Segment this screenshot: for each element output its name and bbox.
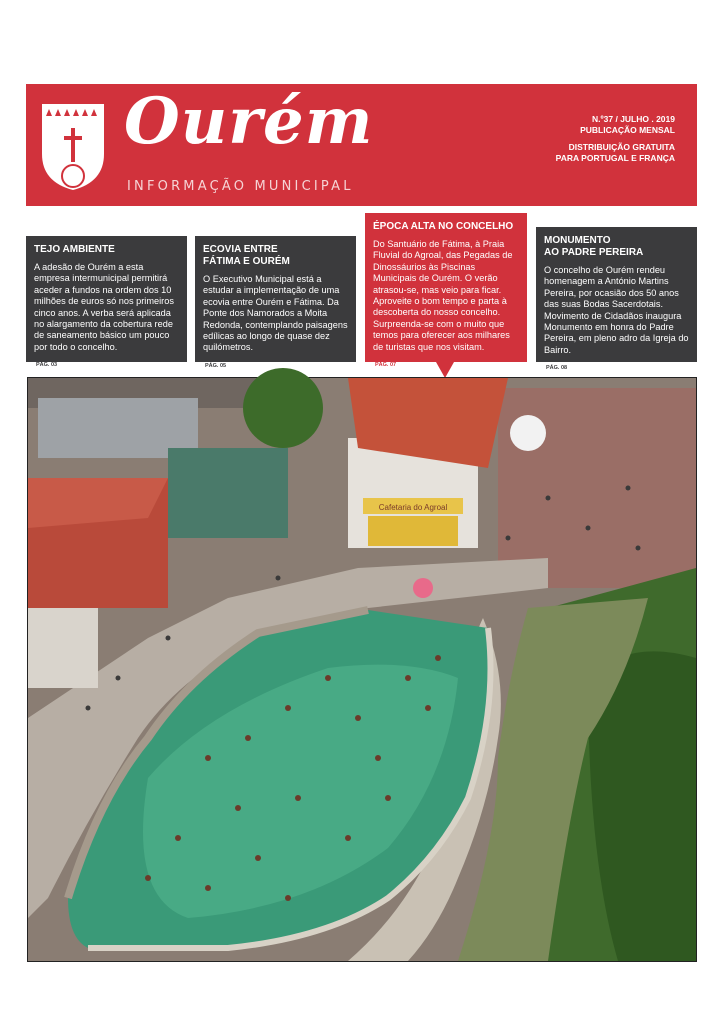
cafe-sign: Cafetaria do Agroal <box>378 503 448 512</box>
page-reference: PÁG. 08 <box>546 365 568 372</box>
news-box-tejo-ambiente[interactable] <box>26 236 187 369</box>
issue-number: N.º37 / JULHO . 2019 <box>592 114 675 124</box>
page-reference: PÁG. 03 <box>36 362 58 369</box>
issue-frequency: PUBLICAÇÃO MENSAL <box>580 125 675 135</box>
newspaper-subtitle: INFORMAÇÃO MUNICIPAL <box>127 179 354 194</box>
aerial-photo-illustration <box>28 378 696 961</box>
news-box-ecovia[interactable] <box>195 236 356 369</box>
news-body: A adesão de Ourém a esta empresa intermunicipal permitirá aceder a fundos na ordem dos 10 milhões de euros só nos primeiros cinco anos. A verba será aplicada no alargamento da cobertura rede de saneamento básico um pouco por todo o concelho. <box>34 262 174 352</box>
masthead <box>26 84 697 206</box>
issue-info <box>556 114 675 164</box>
cover-photo <box>27 377 697 962</box>
page-reference: PÁG. 07 <box>375 362 397 369</box>
newspaper-title: Ourém <box>124 84 374 159</box>
page-reference: PÁG. 05 <box>205 362 227 369</box>
news-title: ECOVIA ENTRE FÁTIMA E OURÉM <box>203 244 290 267</box>
news-body: Do Santuário de Fátima, à Praia Fluvial do Agroal, das Pegadas de Dinossáurios às Piscinas Municipais de Ourém. O verão atrasou-se, mas veio para ficar. Aproveite o bom tempo e parta à descoberta do nosso concelho. Surpreenda-se com o muito que temos para oferecer aos milhares de turistas que nos visitam. <box>373 239 513 352</box>
news-box-monumento[interactable] <box>536 227 697 372</box>
distribution-line-1: DISTRIBUIÇÃO GRATUITA <box>568 142 675 152</box>
callout-pointer-icon <box>436 362 454 378</box>
distribution-line-2: PARA PORTUGAL E FRANÇA <box>555 153 675 163</box>
news-box-epoca-alta[interactable] <box>365 213 527 369</box>
news-title: TEJO AMBIENTE <box>34 244 115 255</box>
news-title: ÉPOCA ALTA NO CONCELHO <box>373 221 514 232</box>
news-body: O Executivo Municipal está a estudar a implementação de uma ecovia entre Ourém e Fátima. Da Ponte dos Namorados a Moita Redonda, contemplando paisagens edílicas ao longo de quase dez quilómetros. <box>203 274 348 353</box>
municipal-crest-icon <box>40 102 106 192</box>
news-title: MONUMENTO AO PADRE PEREIRA <box>544 235 644 258</box>
news-body: O concelho de Ourém rendeu homenagem a António Martins Pereira, por ocasião dos 50 anos das suas Bodas Sacerdotais. Movimento de Cidadãos inaugura Monumento em honra do Padre Pereira, em pleno adro da Igreja do Bairro. <box>544 265 689 355</box>
